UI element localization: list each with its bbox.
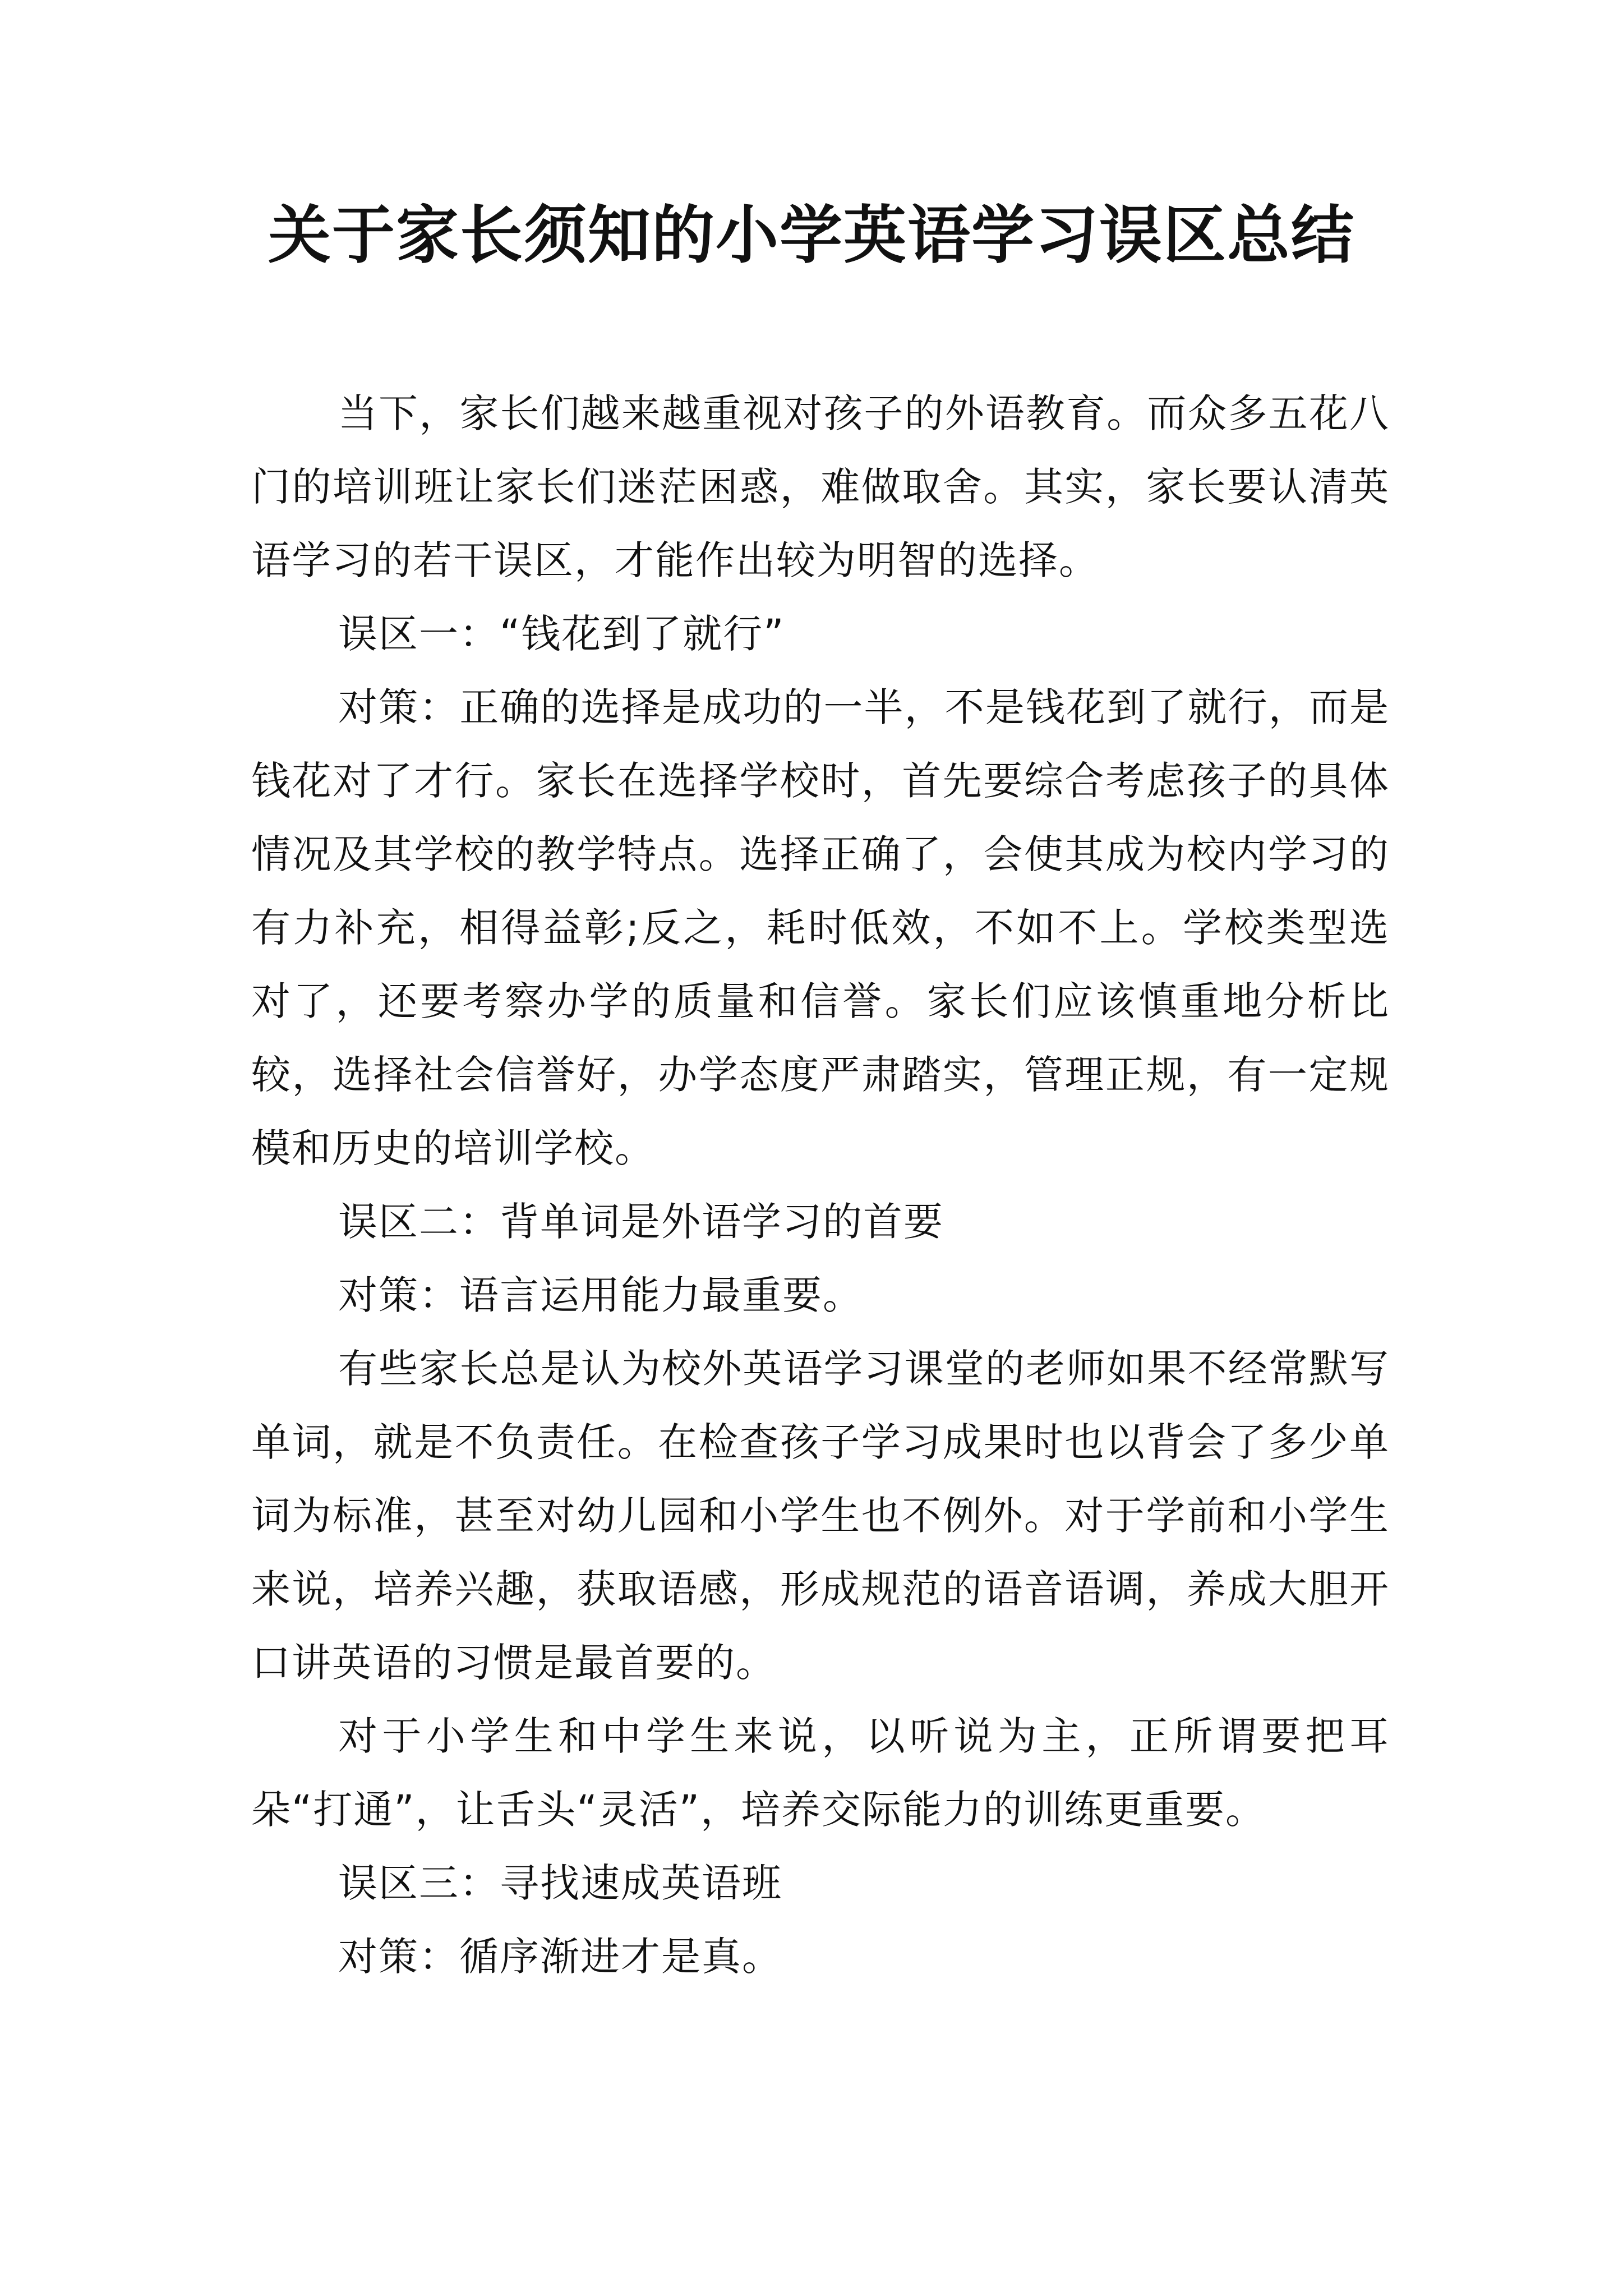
paragraph-intro: 当下，家长们越来越重视对孩子的外语教育。而众多五花八门的培训班让家长们迷茫困惑，难做取舍。其实，家长要认清英语学习的若干误区，才能作出较为明智的选择。 bbox=[251, 390, 1390, 583]
heading-misconception-2: 误区二：背单词是外语学习的首要 bbox=[338, 1199, 944, 1245]
document-title: 关于家长须知的小学英语学习误区总结 bbox=[268, 199, 1355, 272]
paragraph-strategy-1: 对策：正确的选择是成功的一半，不是钱花到了就行，而是钱花对了才行。家长在选择学校时，首先要综合考虑孩子的具体情况及其学校的教学特点。选择正确了，会使其成为校内学习的有力补充，相得益彰;反之，耗时低效，不如不上。学校类型选对了，还要考察办学的质量和信誉。家长们应该慎重地分析比较，选择社会信誉好，办学态度严肃踏实，管理正规，有一定规模和历史的培训学校。 bbox=[251, 684, 1390, 1171]
paragraph-explanation-2b: 对于小学生和中学生来说，以听说为主，正所谓要把耳朵“打通”，让舌头“灵活”，培养交际能力的训练更重要。 bbox=[251, 1713, 1390, 1833]
heading-misconception-3: 误区三：寻找速成英语班 bbox=[338, 1860, 782, 1906]
paragraph-explanation-2a: 有些家长总是认为校外英语学习课堂的老师如果不经常默写单词，就是不负责任。在检查孩子学习成果时也以背会了多少单词为标准，甚至对幼儿园和小学生也不例外。对于学前和小学生来说，培养兴趣，获取语感，形成规范的语音语调，养成大胆开口讲英语的习惯是最首要的。 bbox=[251, 1346, 1390, 1686]
paragraph-strategy-2: 对策：语言运用能力最重要。 bbox=[338, 1272, 863, 1318]
document-body bbox=[251, 377, 1390, 1994]
paragraph-strategy-3: 对策：循序渐进才是真。 bbox=[338, 1934, 782, 1980]
heading-misconception-1: 误区一：“钱花到了就行” bbox=[338, 611, 785, 657]
